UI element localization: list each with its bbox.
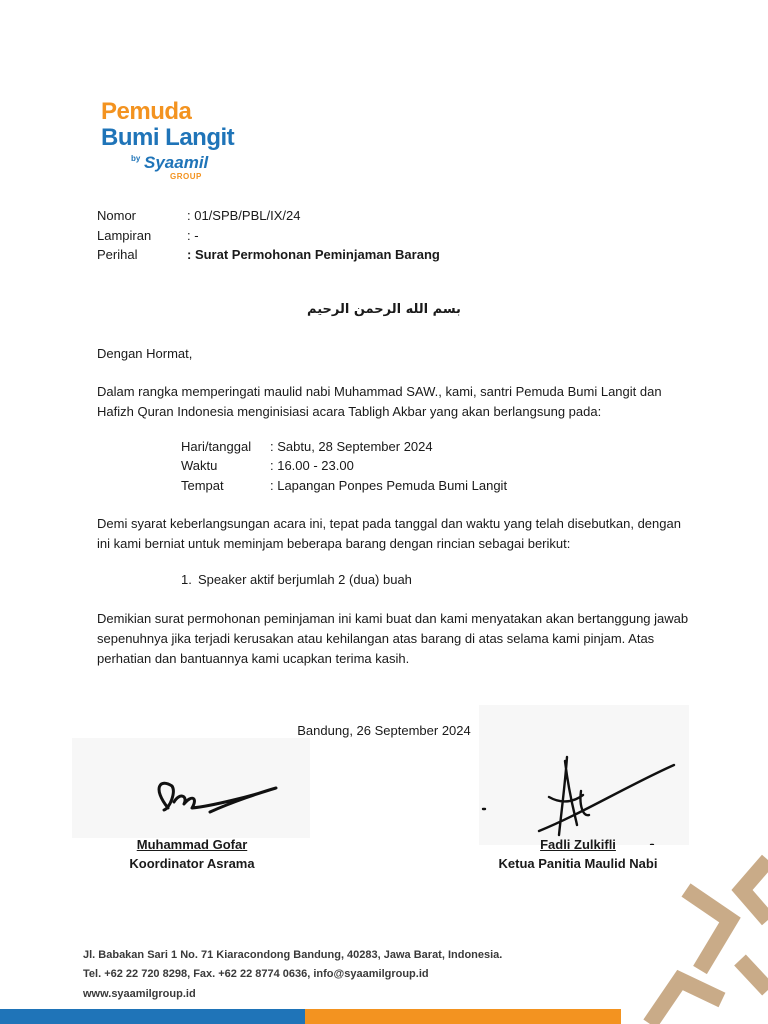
signature-scan-right [479,705,689,845]
list-item-text: Speaker aktif berjumlah 2 (dua) buah [198,572,412,587]
logo-group: GROUP [170,172,202,181]
signature-left [72,738,310,838]
detail-label-date: Hari/tanggal [181,439,252,454]
list-item-number: 1. [181,572,192,587]
meta-value-nomor: : 01/SPB/PBL/IX/24 [187,208,301,223]
signatory-role-left: Koordinator Asrama [129,856,255,871]
detail-value-time: : 16.00 - 23.00 [270,458,354,473]
greeting: Dengan Hormat, [97,346,193,361]
place-date: Bandung, 26 September 2024 [297,723,471,738]
logo-syaamil: Syaamil [144,153,209,172]
signature-scan-left [72,738,310,838]
detail-value-place: : Lapangan Ponpes Pemuda Bumi Langit [270,478,508,493]
paragraph-intro: Dalam rangka memperingati maulid nabi Muhammad SAW., kami, santri Pemuda Bumi Langit dan Hafizh Quran Indonesia menginisiasi acara Tabligh Akbar yang akan berlangsung pada: [97,384,662,419]
meta-label-nomor: Nomor [97,208,137,223]
signatory-role-right: Ketua Panitia Maulid Nabi [498,856,658,871]
logo-line1: Pemuda [101,98,192,125]
logo-line2: Bumi Langit [101,124,235,151]
detail-label-place: Tempat [181,478,224,493]
basmalah: بسم الله الرحمن الرحيم [307,302,461,317]
meta-value-perihal: : Surat Permohonan Peminjaman Barang [187,247,440,262]
signature-right [479,705,689,845]
meta-label-lampiran: Lampiran [97,228,152,243]
paragraph-request: Demi syarat keberlangsungan acara ini, tepat pada tanggal dan waktu yang telah disebutkan, dengan ini kami berniat untuk meminjam beberapa barang dengan rincian sebagai berikut: [97,516,681,551]
footer-address: Jl. Babakan Sari 1 No. 71 Kiaracondong Bandung, 40283, Jawa Barat, Indonesia. [83,949,503,961]
meta-value-lampiran: : - [187,228,199,243]
footer-bar-blue [0,1009,305,1024]
detail-label-time: Waktu [181,458,218,473]
signatory-name-left: Muhammad Gofar [136,837,248,852]
signatory-name-right: Fadli Zulkifli [540,837,616,852]
detail-value-date: : Sabtu, 28 September 2024 [270,439,433,454]
footer-website[interactable]: www.syaamilgroup.id [83,988,196,1000]
meta-label-perihal: Perihal [97,247,138,262]
footer-bar-orange [305,1009,621,1024]
logo-by: by [131,154,141,163]
decorative-pattern [630,850,768,1024]
paragraph-closing: Demikian surat permohonan peminjaman ini kami buat dan kami menyatakan akan bertanggung jawab sepenuhnya jika terjadi kerusakan atau kehilangan atas barang di atas selama kami pinjam. Atas perhatian dan bantuannya kami ucapkan terima kasih. [97,611,689,666]
footer-contact: Tel. +62 22 720 8298, Fax. +62 22 8774 0636, info@syaamilgroup.id [83,968,429,980]
